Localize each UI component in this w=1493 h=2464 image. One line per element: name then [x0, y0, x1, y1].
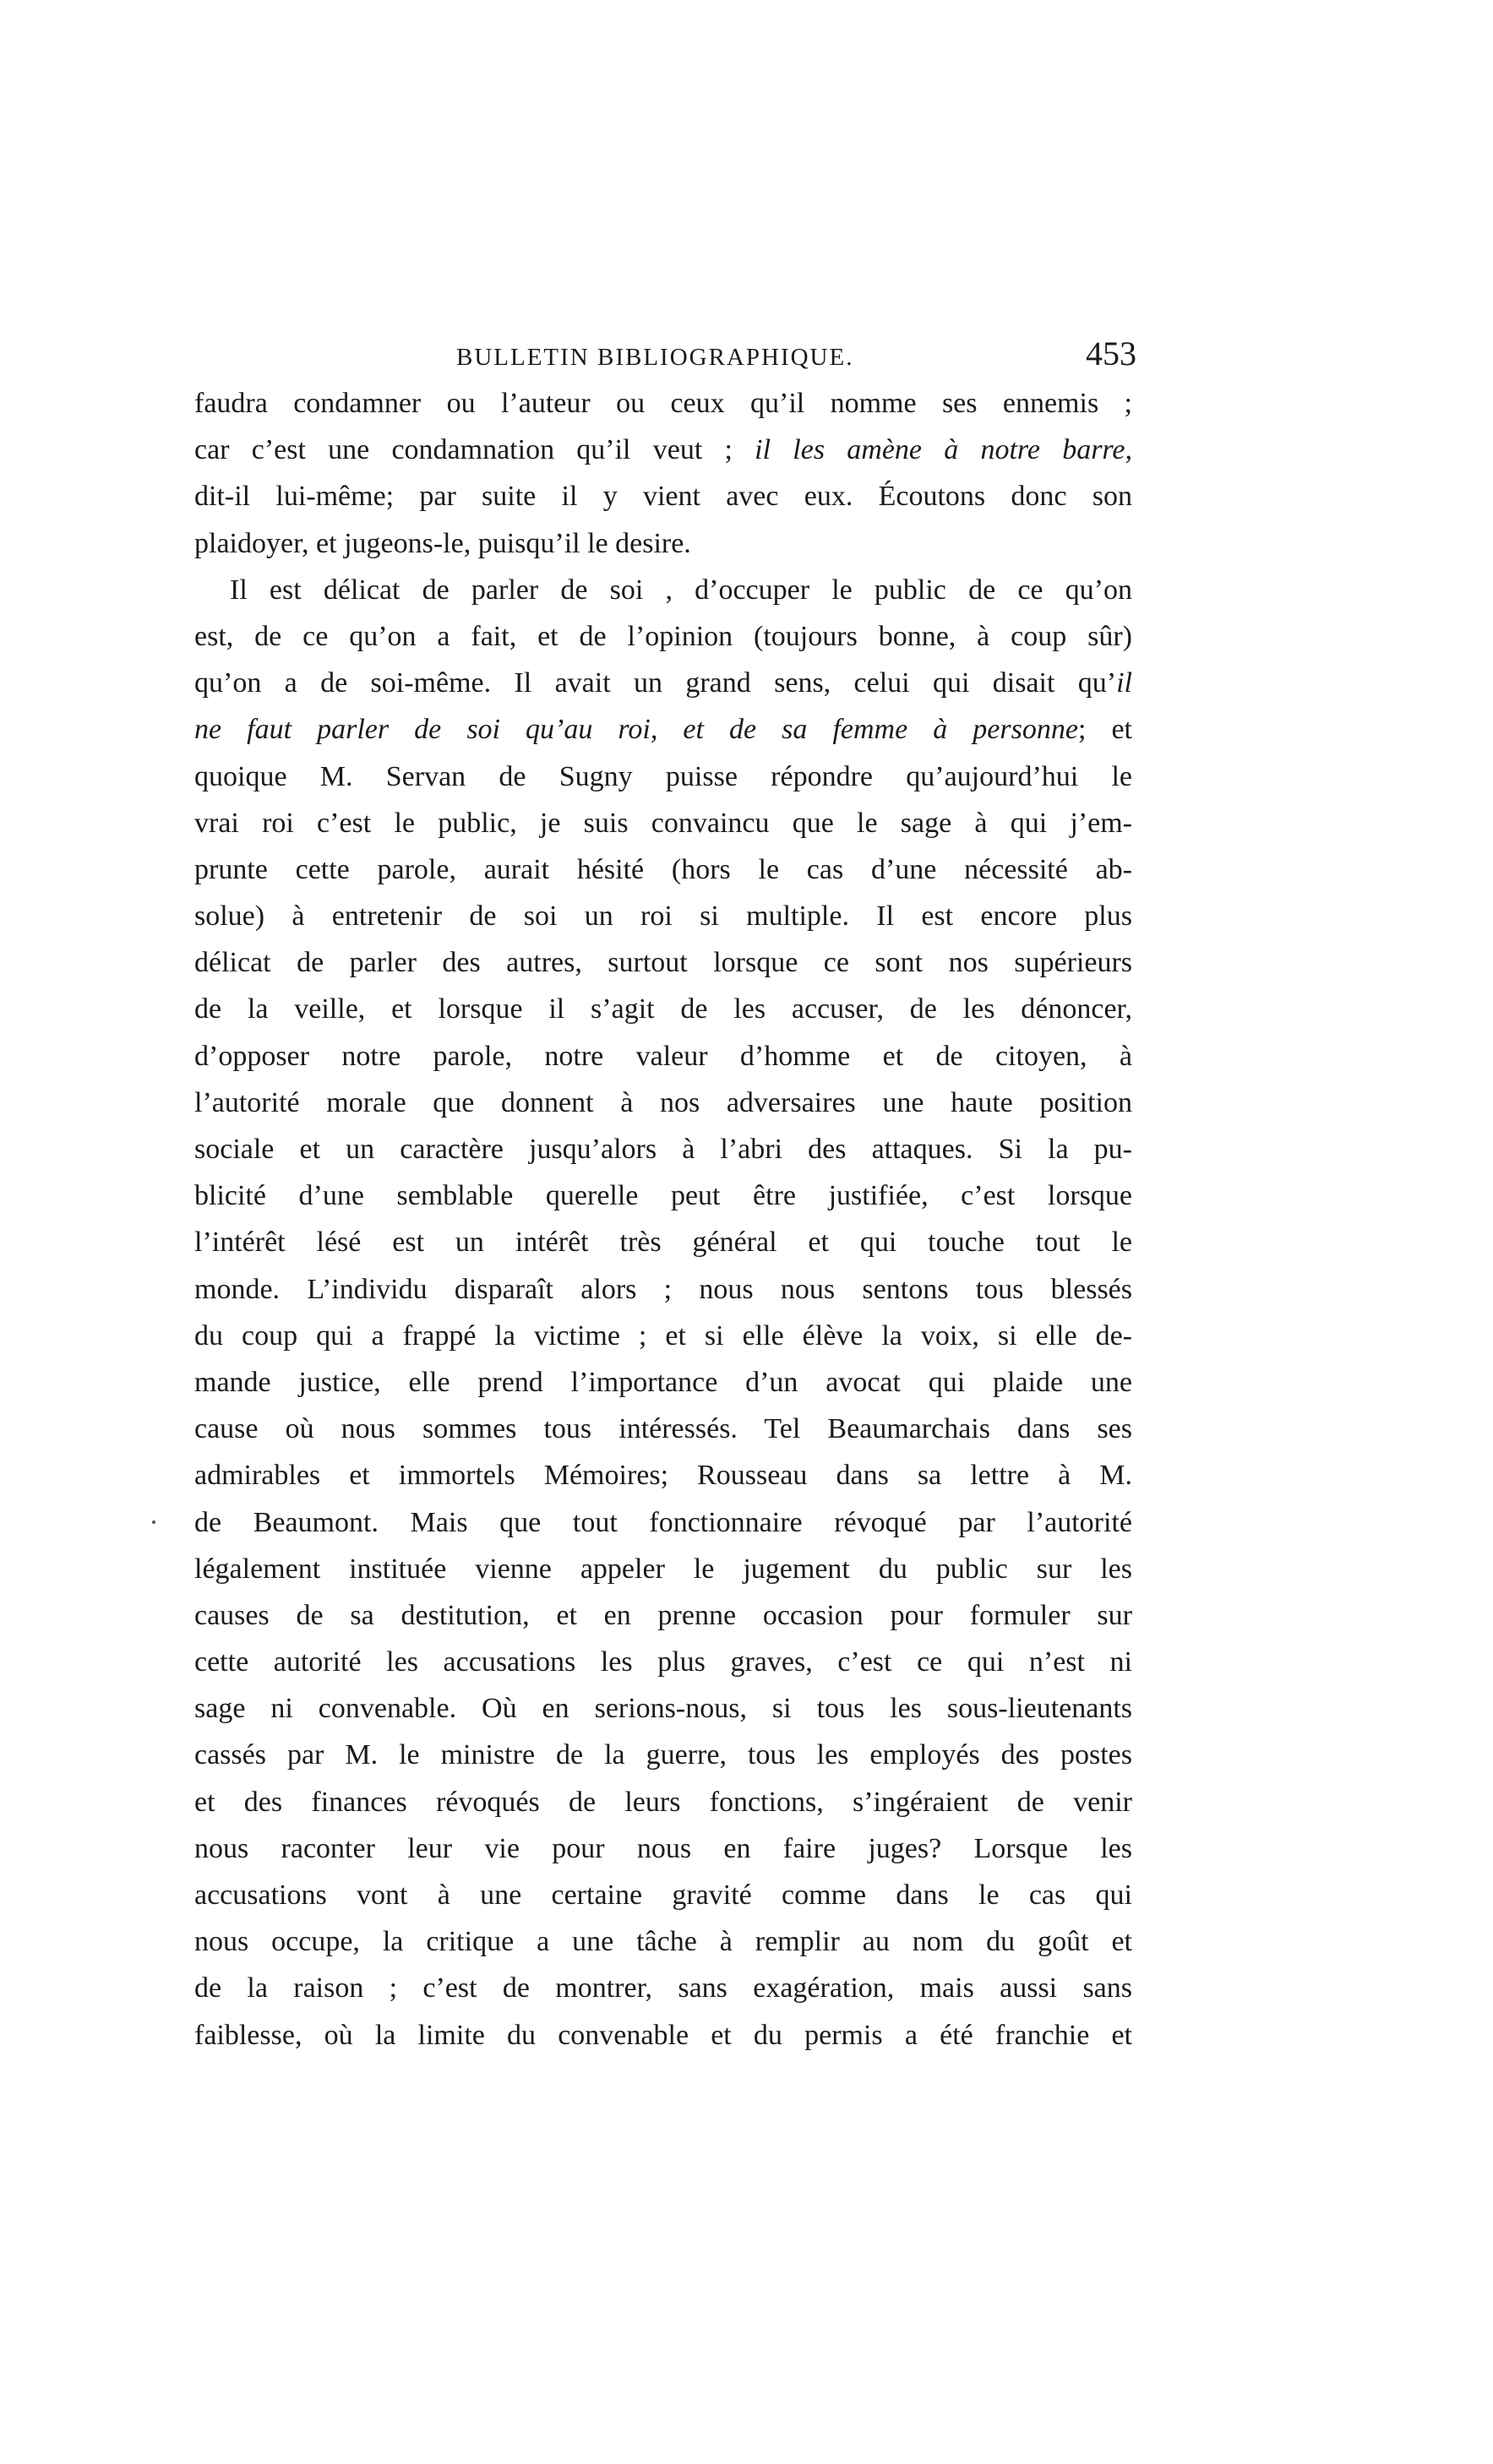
text-line: de la raison ; c’est de montrer, sans exagération, mais aussi sans — [194, 1972, 1132, 2004]
text-line: causes de sa destitution, et en prenne occasion pour formuler sur — [194, 1599, 1132, 1631]
page-number: 453 — [1086, 335, 1136, 373]
text-line: délicat de parler des autres, surtout lorsque ce sont nos supérieurs — [194, 947, 1132, 979]
paragraph-start-line: Il est délicat de parler de soi , d’occuper le public de ce qu’on — [230, 574, 1132, 606]
text-line: nous raconter leur vie pour nous en faire juges? Lorsque les — [194, 1832, 1132, 1864]
page-header — [194, 334, 1136, 384]
text-line: cause où nous sommes tous intéressés. Tel Beaumarchais dans ses — [194, 1413, 1132, 1445]
text-line: de Beaumont. Mais que tout fonctionnaire révoqué par l’autorité — [194, 1506, 1132, 1538]
text-line: solue) à entretenir de soi un roi si multiple. Il est encore plus — [194, 900, 1132, 933]
text-line: dit-il lui-même; par suite il y vient avec eux. Écoutons donc son — [194, 481, 1132, 513]
text-line: faudra condamner ou l’auteur ou ceux qu’il nomme ses ennemis ; — [194, 388, 1132, 419]
text-line: sage ni convenable. Où en serions-nous, si tous les sous-lieutenants — [194, 1693, 1132, 1725]
text-line: et des finances révoqués de leurs fonctions, s’ingéraient de venir — [194, 1786, 1132, 1818]
text-line: ne faut parler de soi qu’au roi, et de sa femme à personne; et — [194, 714, 1132, 746]
running-title: BULLETIN BIBLIOGRAPHIQUE. — [456, 344, 854, 371]
text-line: prunte cette parole, aurait hésité (hors le cas d’une nécessité ab- — [194, 853, 1132, 885]
text-line: nous occupe, la critique a une tâche à remplir au nom du goût et — [194, 1926, 1132, 1958]
text-line: cette autorité les accusations les plus graves, c’est ce qui n’est ni — [194, 1646, 1132, 1678]
text-line: de la veille, et lorsque il s’agit de les accuser, de les dénoncer, — [194, 993, 1132, 1025]
text-line: admirables et immortels Mémoires; Rousseau dans sa lettre à M. — [194, 1460, 1132, 1492]
text-line: car c’est une condamnation qu’il veut ; il les amène à notre barre, — [194, 434, 1132, 466]
text-line: cassés par M. le ministre de la guerre, tous les employés des postes — [194, 1739, 1132, 1771]
margin-speck — [152, 1520, 155, 1524]
body-text — [194, 380, 1132, 2059]
text-line: vrai roi c’est le public, je suis convaincu que le sage à qui j’em- — [194, 807, 1132, 839]
text-line: mande justice, elle prend l’importance d’un avocat qui plaide une — [194, 1366, 1132, 1398]
text-line: sociale et un caractère jusqu’alors à l’abri des attaques. Si la pu- — [194, 1134, 1132, 1165]
text-line: faiblesse, où la limite du convenable et du permis a été franchie et — [194, 2019, 1132, 2051]
text-line: l’intérêt lésé est un intérêt très général et qui touche tout le — [194, 1227, 1132, 1259]
text-line: l’autorité morale que donnent à nos adversaires une haute position — [194, 1086, 1132, 1118]
text-line: quoique M. Servan de Sugny puisse répondre qu’aujourd’hui le — [194, 760, 1132, 792]
text-line: est, de ce qu’on a fait, et de l’opinion (toujours bonne, à coup sûr) — [194, 620, 1132, 652]
text-line: d’opposer notre parole, notre valeur d’homme et de citoyen, à — [194, 1040, 1132, 1072]
text-line: du coup qui a frappé la victime ; et si elle élève la voix, si elle de- — [194, 1319, 1132, 1352]
text-line: blicité d’une semblable querelle peut être justifiée, c’est lorsque — [194, 1180, 1132, 1212]
text-line: monde. L’individu disparaît alors ; nous nous sentons tous blessés — [194, 1273, 1132, 1305]
text-line: légalement instituée vienne appeler le jugement du public sur les — [194, 1553, 1132, 1585]
text-line: accusations vont à une certaine gravité comme dans le cas qui — [194, 1879, 1132, 1911]
text-line: plaidoyer, et jugeons-le, puisqu’il le desire. — [194, 527, 691, 559]
text-line: qu’on a de soi-même. Il avait un grand sens, celui qui disait qu’il — [194, 667, 1132, 699]
